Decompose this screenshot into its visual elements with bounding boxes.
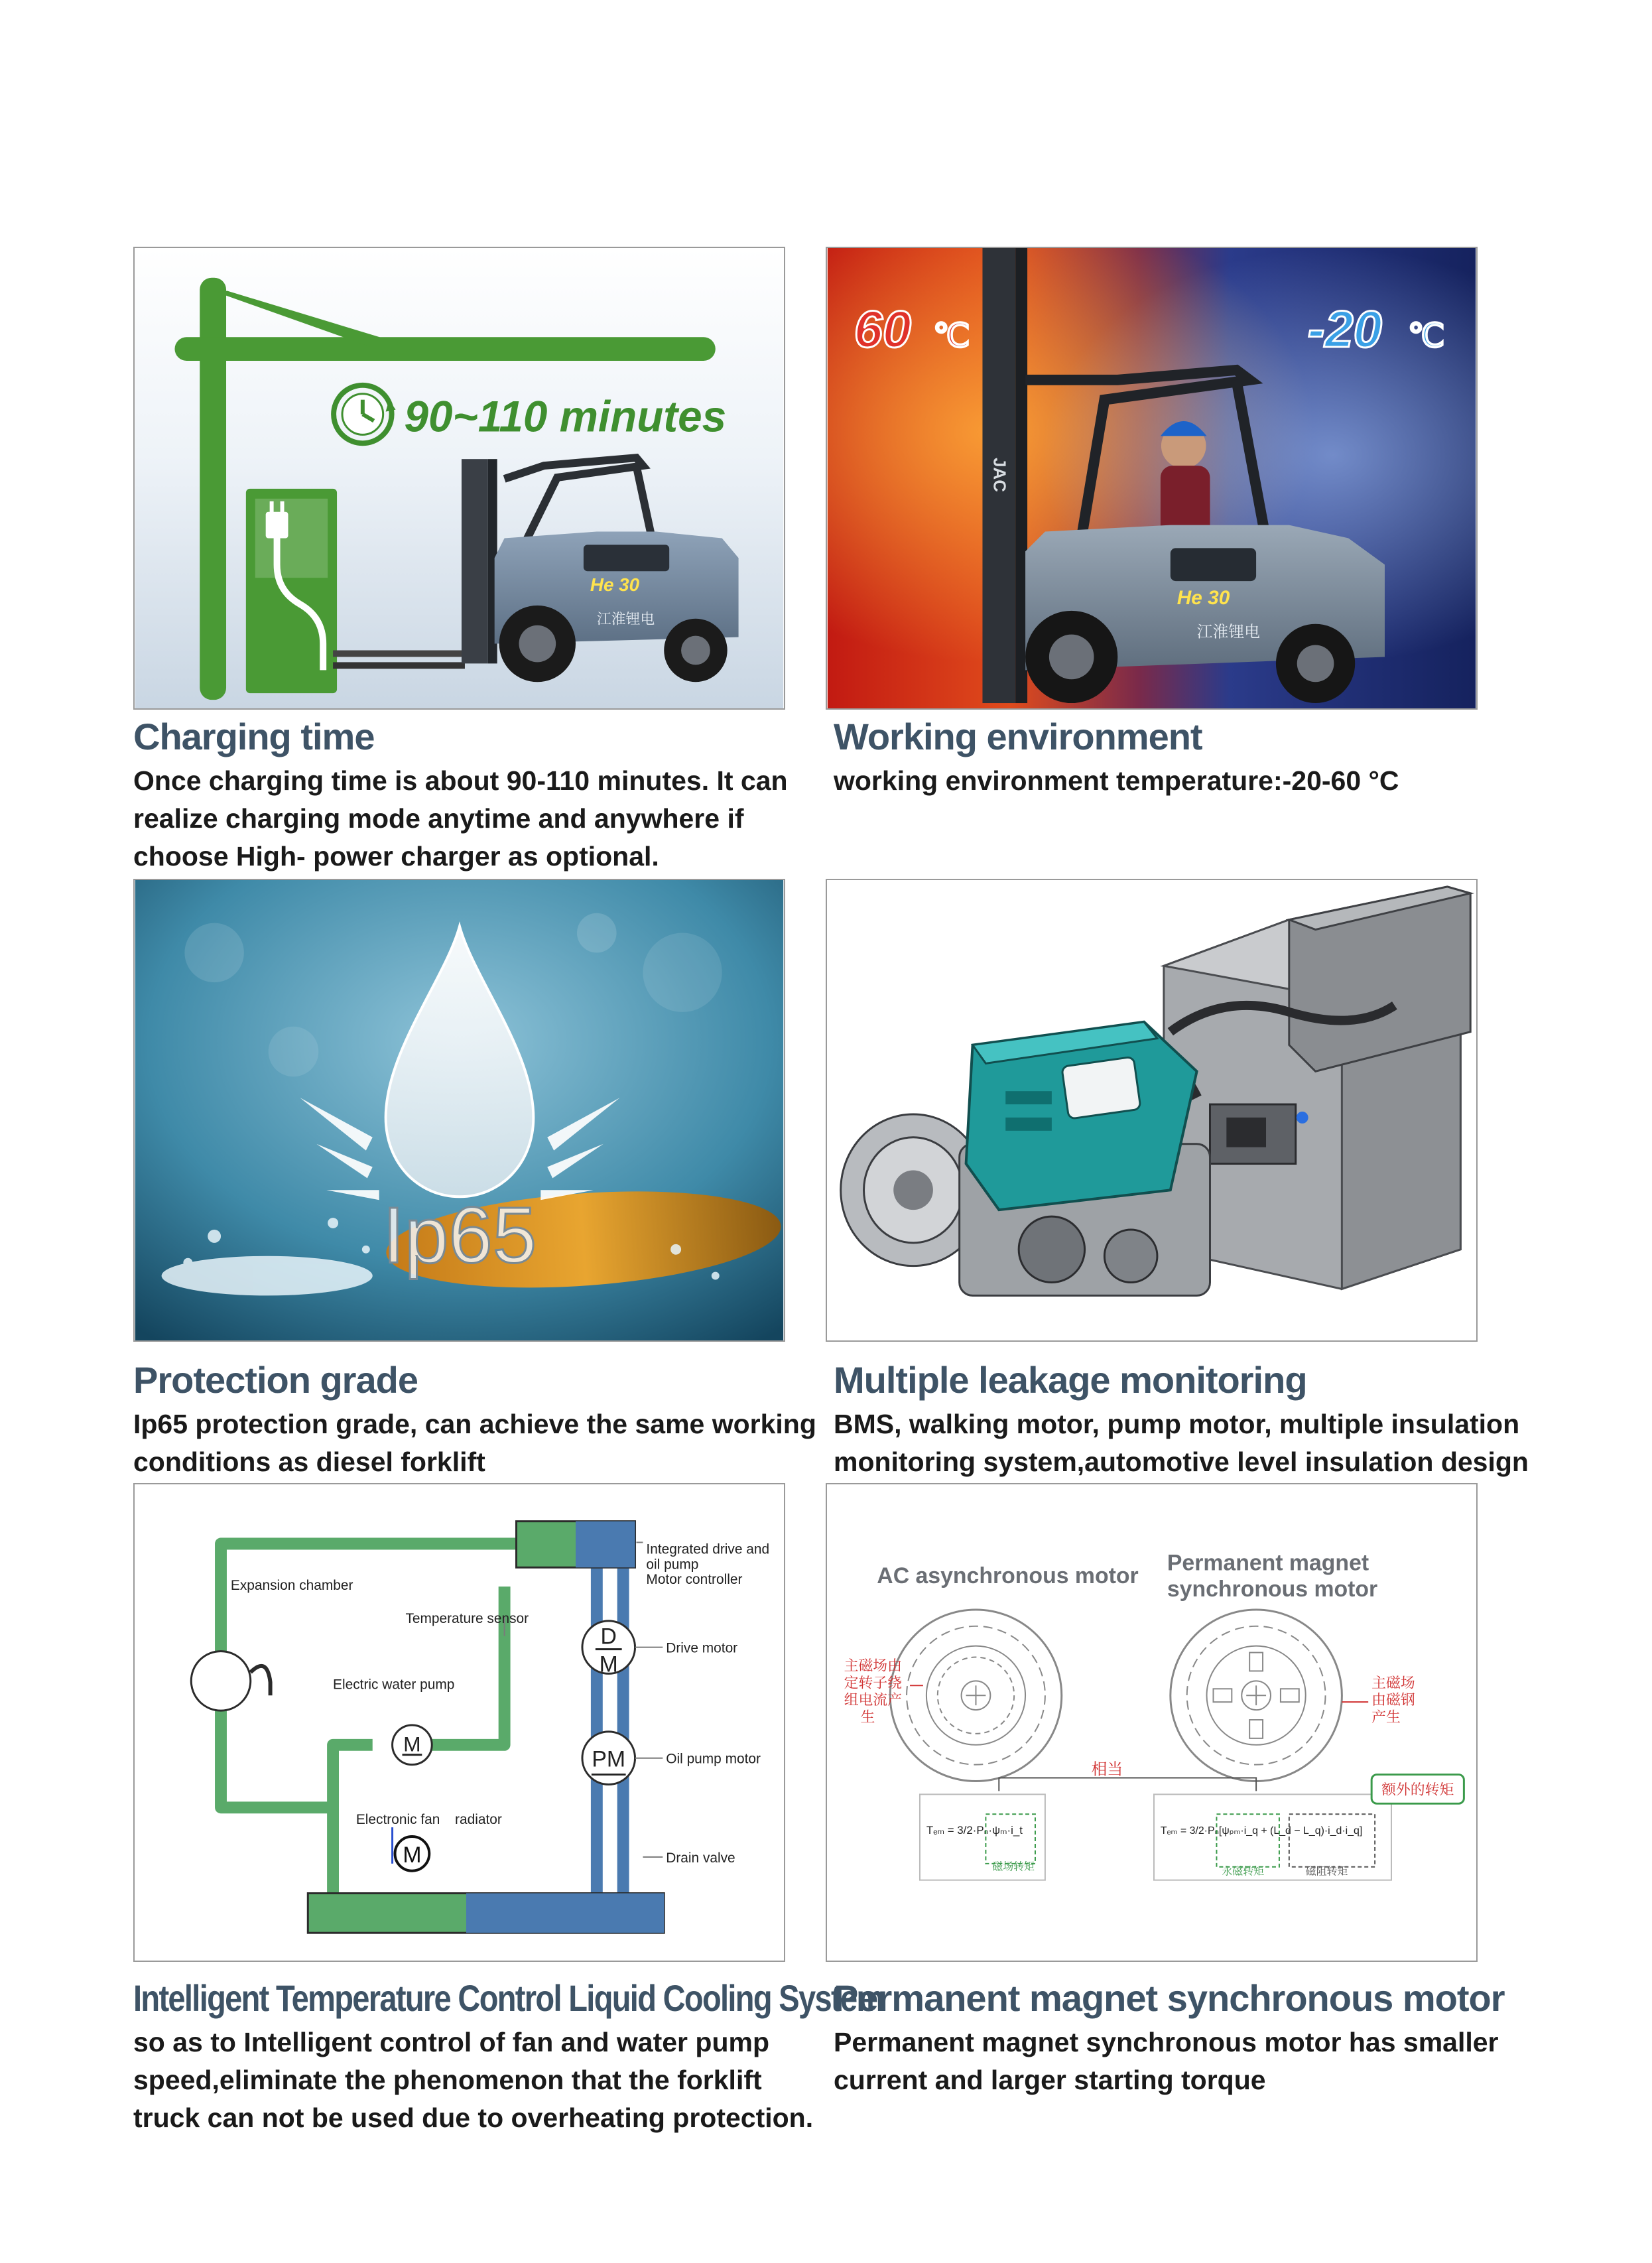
protection-illustration [135,880,784,1340]
svg-text:生: 生 [860,1709,875,1726]
svg-text:Motor controller: Motor controller [646,1572,743,1588]
protection-image [133,879,785,1342]
hot-temperature-label: 60 [854,301,911,359]
svg-text:江淮锂电: 江淮锂电 [1196,623,1261,641]
svg-text:PM: PM [592,1746,626,1772]
svg-text:磁场转矩: 磁场转矩 [992,1861,1035,1873]
svg-text:主磁场: 主磁场 [1371,1674,1415,1691]
ac-motor-title: AC asynchronous motor [877,1563,1139,1589]
charging-illustration [135,248,784,708]
motor-title: Permanent magnet synchronous motor [834,1977,1505,2019]
charging-title: Charging time [133,716,375,757]
environment-illustration [827,248,1476,708]
svg-text:Expansion chamber: Expansion chamber [230,1578,353,1594]
svg-text:oil pump: oil pump [646,1557,699,1573]
svg-text:主磁场由: 主磁场由 [844,1657,903,1674]
leakage-title: Multiple leakage monitoring [834,1359,1307,1401]
svg-text:Integrated drive and: Integrated drive and [646,1541,770,1557]
powertrain-cad-model [827,880,1476,1340]
svg-text:M: M [403,1842,422,1868]
svg-text:Tₑₘ = 3/2·Pₙ[ψₚₘ·i_q + (L_d −: Tₑₘ = 3/2·Pₙ[ψₚₘ·i_q + (L_d − L_q)·i_d·i_q] [1160,1825,1363,1837]
svg-text:Tₑₘ = 3/2·Pₙ·ψₘ·i_t: Tₑₘ = 3/2·Pₙ·ψₘ·i_t [926,1824,1023,1837]
svg-text:M: M [599,1651,618,1677]
cooling-diagram [133,1483,785,1962]
pm-motor-title-line2: synchronous motor [1167,1577,1378,1602]
svg-text:组电流产: 组电流产 [844,1691,903,1709]
svg-text:Oil pump motor: Oil pump motor [666,1751,761,1767]
svg-text:额外的转矩: 额外的转矩 [1381,1781,1454,1798]
protection-title: Protection grade [133,1359,418,1401]
motor-description: Permanent magnet synchronous motor has smaller current and larger starting torque [834,2027,1499,2095]
svg-text:产生: 产生 [1371,1709,1401,1726]
environment-title: Working environment [834,716,1202,757]
equivalent-label: 相当 [1091,1760,1123,1779]
green-beam [174,337,715,361]
svg-text:定转子绕: 定转子绕 [844,1674,903,1691]
svg-text:Electronic fan: Electronic fan [355,1812,440,1828]
svg-text:radiator: radiator [455,1812,502,1828]
charging-image [133,247,785,710]
svg-text:JAC: JAC [989,458,1009,492]
svg-text:℃: ℃ [1407,317,1445,355]
leakage-description: BMS, walking motor, pump motor, multiple insulation monitoring system,automotive level insulation design [834,1409,1529,1477]
svg-text:由磁钢: 由磁钢 [1371,1691,1415,1709]
protection-description: Ip65 protection grade, can achieve the same working conditions as diesel forklift [133,1409,816,1477]
svg-text:Drain valve: Drain valve [666,1850,735,1866]
motor-comparison-diagram [827,1484,1476,1961]
expansion-chamber [191,1651,251,1711]
environment-image [826,247,1478,710]
environment-description: working environment temperature:-20-60 °C [834,765,1399,796]
svg-text:永磁转矩: 永磁转矩 [1222,1866,1265,1878]
svg-text:Electric water pump: Electric water pump [333,1677,455,1693]
pm-motor-title-line1: Permanent magnet [1167,1550,1369,1576]
cold-temperature-label: -20 [1307,301,1382,359]
svg-text:He 30: He 30 [1176,586,1230,609]
leakage-image [826,879,1478,1342]
svg-text:D: D [600,1624,617,1649]
ip65-label: Ip65 [382,1191,537,1280]
cooling-title: Intelligent Temperature Control Liquid Cooling System [133,1977,883,2019]
svg-text:Temperature sensor: Temperature sensor [405,1610,529,1626]
charging-time-label: 90~110 minutes [404,392,727,441]
svg-text:江淮锂电: 江淮锂电 [596,610,655,627]
motor-comparison-image [826,1483,1478,1962]
charging-description: Once charging time is about 90-110 minutes. It can realize charging mode anytime and anywhere if choose High- power charger as optional. [133,765,788,872]
cooling-schematic [135,1484,784,1961]
cooling-description: so as to Intelligent control of fan and water pump speed,eliminate the phenomenon that the forklift truck can not be used due to overheating protection. [133,2027,814,2133]
svg-text:℃: ℃ [932,317,970,355]
svg-text:磁阻转矩: 磁阻转矩 [1305,1866,1348,1878]
svg-text:Drive motor: Drive motor [666,1640,738,1656]
svg-text:M: M [403,1732,421,1756]
svg-text:He 30: He 30 [590,574,640,596]
